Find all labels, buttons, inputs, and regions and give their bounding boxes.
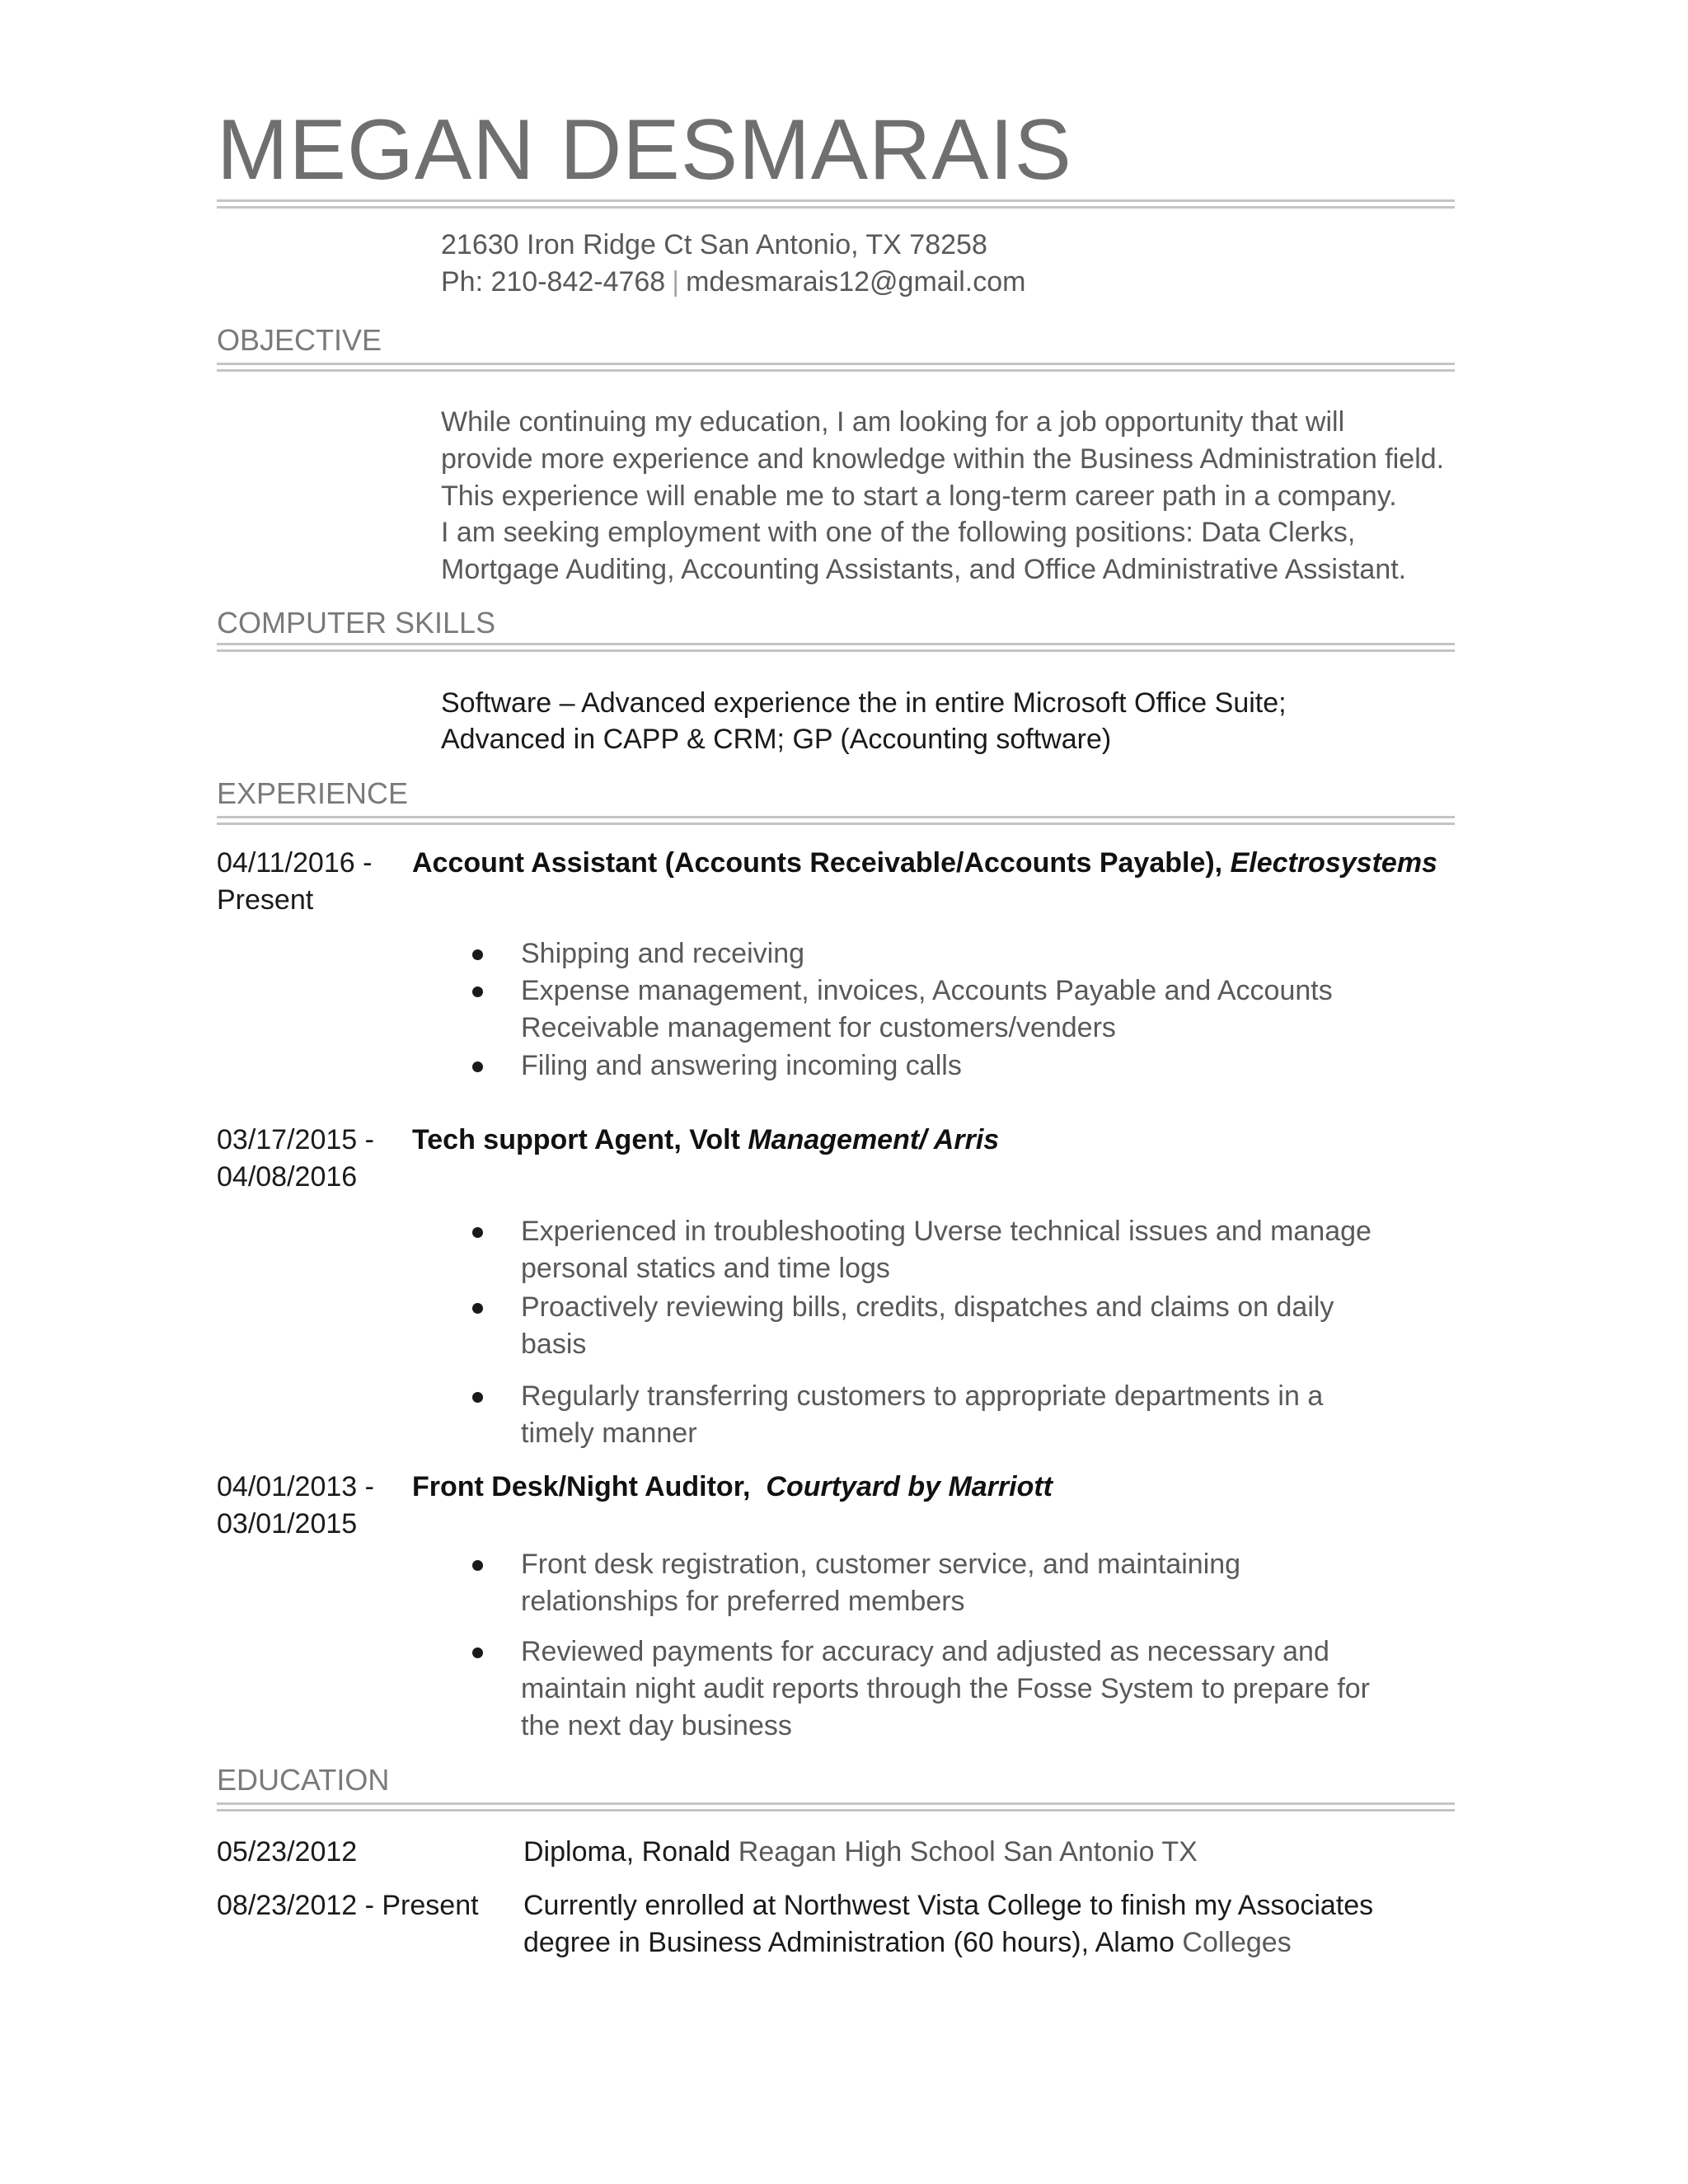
job-date-start: 03/17/2015 - bbox=[217, 1124, 374, 1155]
job-bullet: Shipping and receiving bbox=[521, 938, 805, 969]
bullet-icon bbox=[472, 1227, 483, 1238]
education-entry-lead: Diploma, Ronald bbox=[523, 1836, 731, 1868]
objective-line: While continuing my education, I am looking for a job opportunity that will bbox=[441, 406, 1345, 438]
education-entry-suffix: Colleges bbox=[1174, 1927, 1292, 1958]
objective-line: Mortgage Auditing, Accounting Assistants, and Office Administrative Assistant. bbox=[441, 554, 1407, 585]
header-divider bbox=[217, 199, 1455, 209]
job-position: Account Assistant (Accounts Receivable/Accounts Payable), bbox=[412, 847, 1223, 879]
skills-line: Software – Advanced experience the in entire Microsoft Office Suite; bbox=[441, 687, 1287, 719]
job-company: Courtyard by Marriott bbox=[766, 1471, 1053, 1502]
job-bullet-continued: personal statics and time logs bbox=[521, 1253, 890, 1284]
job-title bbox=[412, 845, 1437, 882]
skills-divider bbox=[217, 643, 1455, 652]
job-bullet: Filing and answering incoming calls bbox=[521, 1050, 962, 1081]
job-date-end: 04/08/2016 bbox=[217, 1161, 358, 1193]
bullet-icon bbox=[472, 1560, 483, 1571]
job-date-end: 03/01/2015 bbox=[217, 1508, 358, 1540]
job-date-end: Present bbox=[217, 884, 314, 916]
job-bullet: Expense management, invoices, Accounts Payable and Accounts bbox=[521, 975, 1333, 1006]
skills-line: Advanced in CAPP & CRM; GP (Accounting software) bbox=[441, 724, 1112, 755]
education-heading: EDUCATION bbox=[217, 1763, 390, 1797]
job-bullet-continued: timely manner bbox=[521, 1418, 697, 1449]
job-company: Management/ Arris bbox=[748, 1124, 1000, 1155]
education-entry-continued bbox=[523, 1924, 1292, 1961]
objective-heading: OBJECTIVE bbox=[217, 323, 382, 357]
job-title bbox=[412, 1469, 1053, 1506]
address: 21630 Iron Ridge Ct San Antonio, TX 78258 bbox=[441, 229, 987, 260]
job-bullet: Proactively reviewing bills, credits, dispatches and claims on daily bbox=[521, 1291, 1334, 1323]
education-entry: Currently enrolled at Northwest Vista College to finish my Associates bbox=[523, 1890, 1374, 1921]
bullet-icon bbox=[472, 949, 483, 960]
bullet-icon bbox=[472, 987, 483, 997]
skills-heading: COMPUTER SKILLS bbox=[217, 606, 496, 640]
objective-line: This experience will enable me to start a long-term career path in a company. bbox=[441, 480, 1397, 512]
phone: Ph: 210-842-4768 bbox=[441, 266, 666, 298]
education-entry-school: Reagan High School San Antonio TX bbox=[730, 1836, 1198, 1868]
contact-separator: | bbox=[672, 266, 680, 298]
job-bullet-continued: relationships for preferred members bbox=[521, 1586, 965, 1617]
job-bullet: Reviewed payments for accuracy and adjusted as necessary and bbox=[521, 1636, 1329, 1667]
experience-heading: EXPERIENCE bbox=[217, 776, 409, 810]
job-bullet: Experienced in troubleshooting Uverse technical issues and manage bbox=[521, 1216, 1372, 1247]
job-bullet-continued: the next day business bbox=[521, 1710, 792, 1741]
education-divider bbox=[217, 1802, 1455, 1811]
education-entry-degree: degree in Business Administration (60 hours), Alamo bbox=[523, 1927, 1175, 1958]
job-company: Electrosystems bbox=[1230, 847, 1437, 879]
bullet-icon bbox=[472, 1392, 483, 1403]
education-date: 05/23/2012 bbox=[217, 1836, 358, 1868]
job-position: Front Desk/Night Auditor, bbox=[412, 1471, 751, 1502]
job-title bbox=[412, 1122, 999, 1159]
job-bullet-continued: Receivable management for customers/venders bbox=[521, 1012, 1116, 1043]
bullet-icon bbox=[472, 1647, 483, 1658]
job-position: Tech support Agent, Volt bbox=[412, 1124, 740, 1155]
job-date-start: 04/11/2016 - bbox=[217, 847, 373, 879]
job-bullet-continued: basis bbox=[521, 1329, 587, 1360]
objective-line: provide more experience and knowledge within the Business Administration field. bbox=[441, 443, 1445, 475]
education-date: 08/23/2012 - Present bbox=[217, 1890, 479, 1921]
email-link[interactable]: mdesmarais12@gmail.com bbox=[686, 266, 1026, 298]
objective-divider bbox=[217, 363, 1455, 372]
job-bullet: Regularly transferring customers to appropriate departments in a bbox=[521, 1380, 1324, 1412]
contact-line bbox=[441, 264, 1025, 301]
education-entry bbox=[523, 1834, 1198, 1871]
experience-divider bbox=[217, 816, 1455, 825]
job-date-start: 04/01/2013 - bbox=[217, 1471, 374, 1502]
job-bullet-continued: maintain night audit reports through the Fosse System to prepare for bbox=[521, 1673, 1370, 1704]
bullet-icon bbox=[472, 1303, 483, 1314]
objective-line: I am seeking employment with one of the following positions: Data Clerks, bbox=[441, 517, 1356, 548]
candidate-name: MEGAN DESMARAIS bbox=[217, 102, 1072, 198]
job-bullet: Front desk registration, customer service, and maintaining bbox=[521, 1549, 1241, 1580]
bullet-icon bbox=[472, 1062, 483, 1072]
